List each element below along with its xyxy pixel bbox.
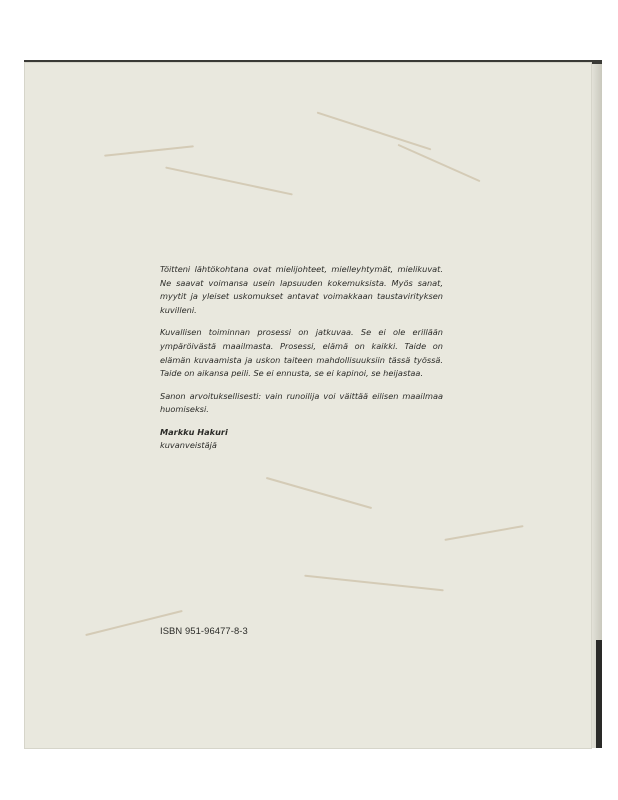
paragraph-1: Töitteni lähtökohtana ovat mielijohteet, mielleyhtymät, mielikuvat. Ne saavat voimansa usein lapsuuden kokemuksista. Myös sanat, myytit ja yleiset uskomukset antavat voimakkaan taustavirityksen kuvilleni. (160, 264, 443, 315)
author-role: kuvanveistäjä (160, 439, 217, 450)
back-cover-text (160, 263, 443, 452)
cover-stain (104, 145, 194, 156)
paragraph-2: Kuvallisen toiminnan prosessi on jatkuvaa. Se ei ole erillään ympäröivästä maailmasta. Prosessi, elämä on kaikki. Taide on elämän kuvaamista ja uskon taiteen mahdollisuuksiin tässä työssä. Taide on aikansa peili. Se ei ennusta, se ei kapinoi, se heijastaa. (160, 327, 443, 379)
cover-stain (444, 525, 523, 541)
isbn: ISBN 951-96477-8-3 (160, 625, 248, 636)
paragraph-3: Sanon arvoituksellisesti: vain runoilija voi väittää eilisen maailmaa huomiseksi. (160, 390, 443, 415)
spine-shadow (596, 640, 602, 748)
cover-stain (304, 575, 443, 592)
cover-stain (266, 477, 372, 509)
author-name: Markku Hakuri (160, 426, 228, 437)
cover-stain (317, 112, 432, 151)
cover-stain (397, 144, 480, 182)
cover-stain (165, 167, 293, 196)
